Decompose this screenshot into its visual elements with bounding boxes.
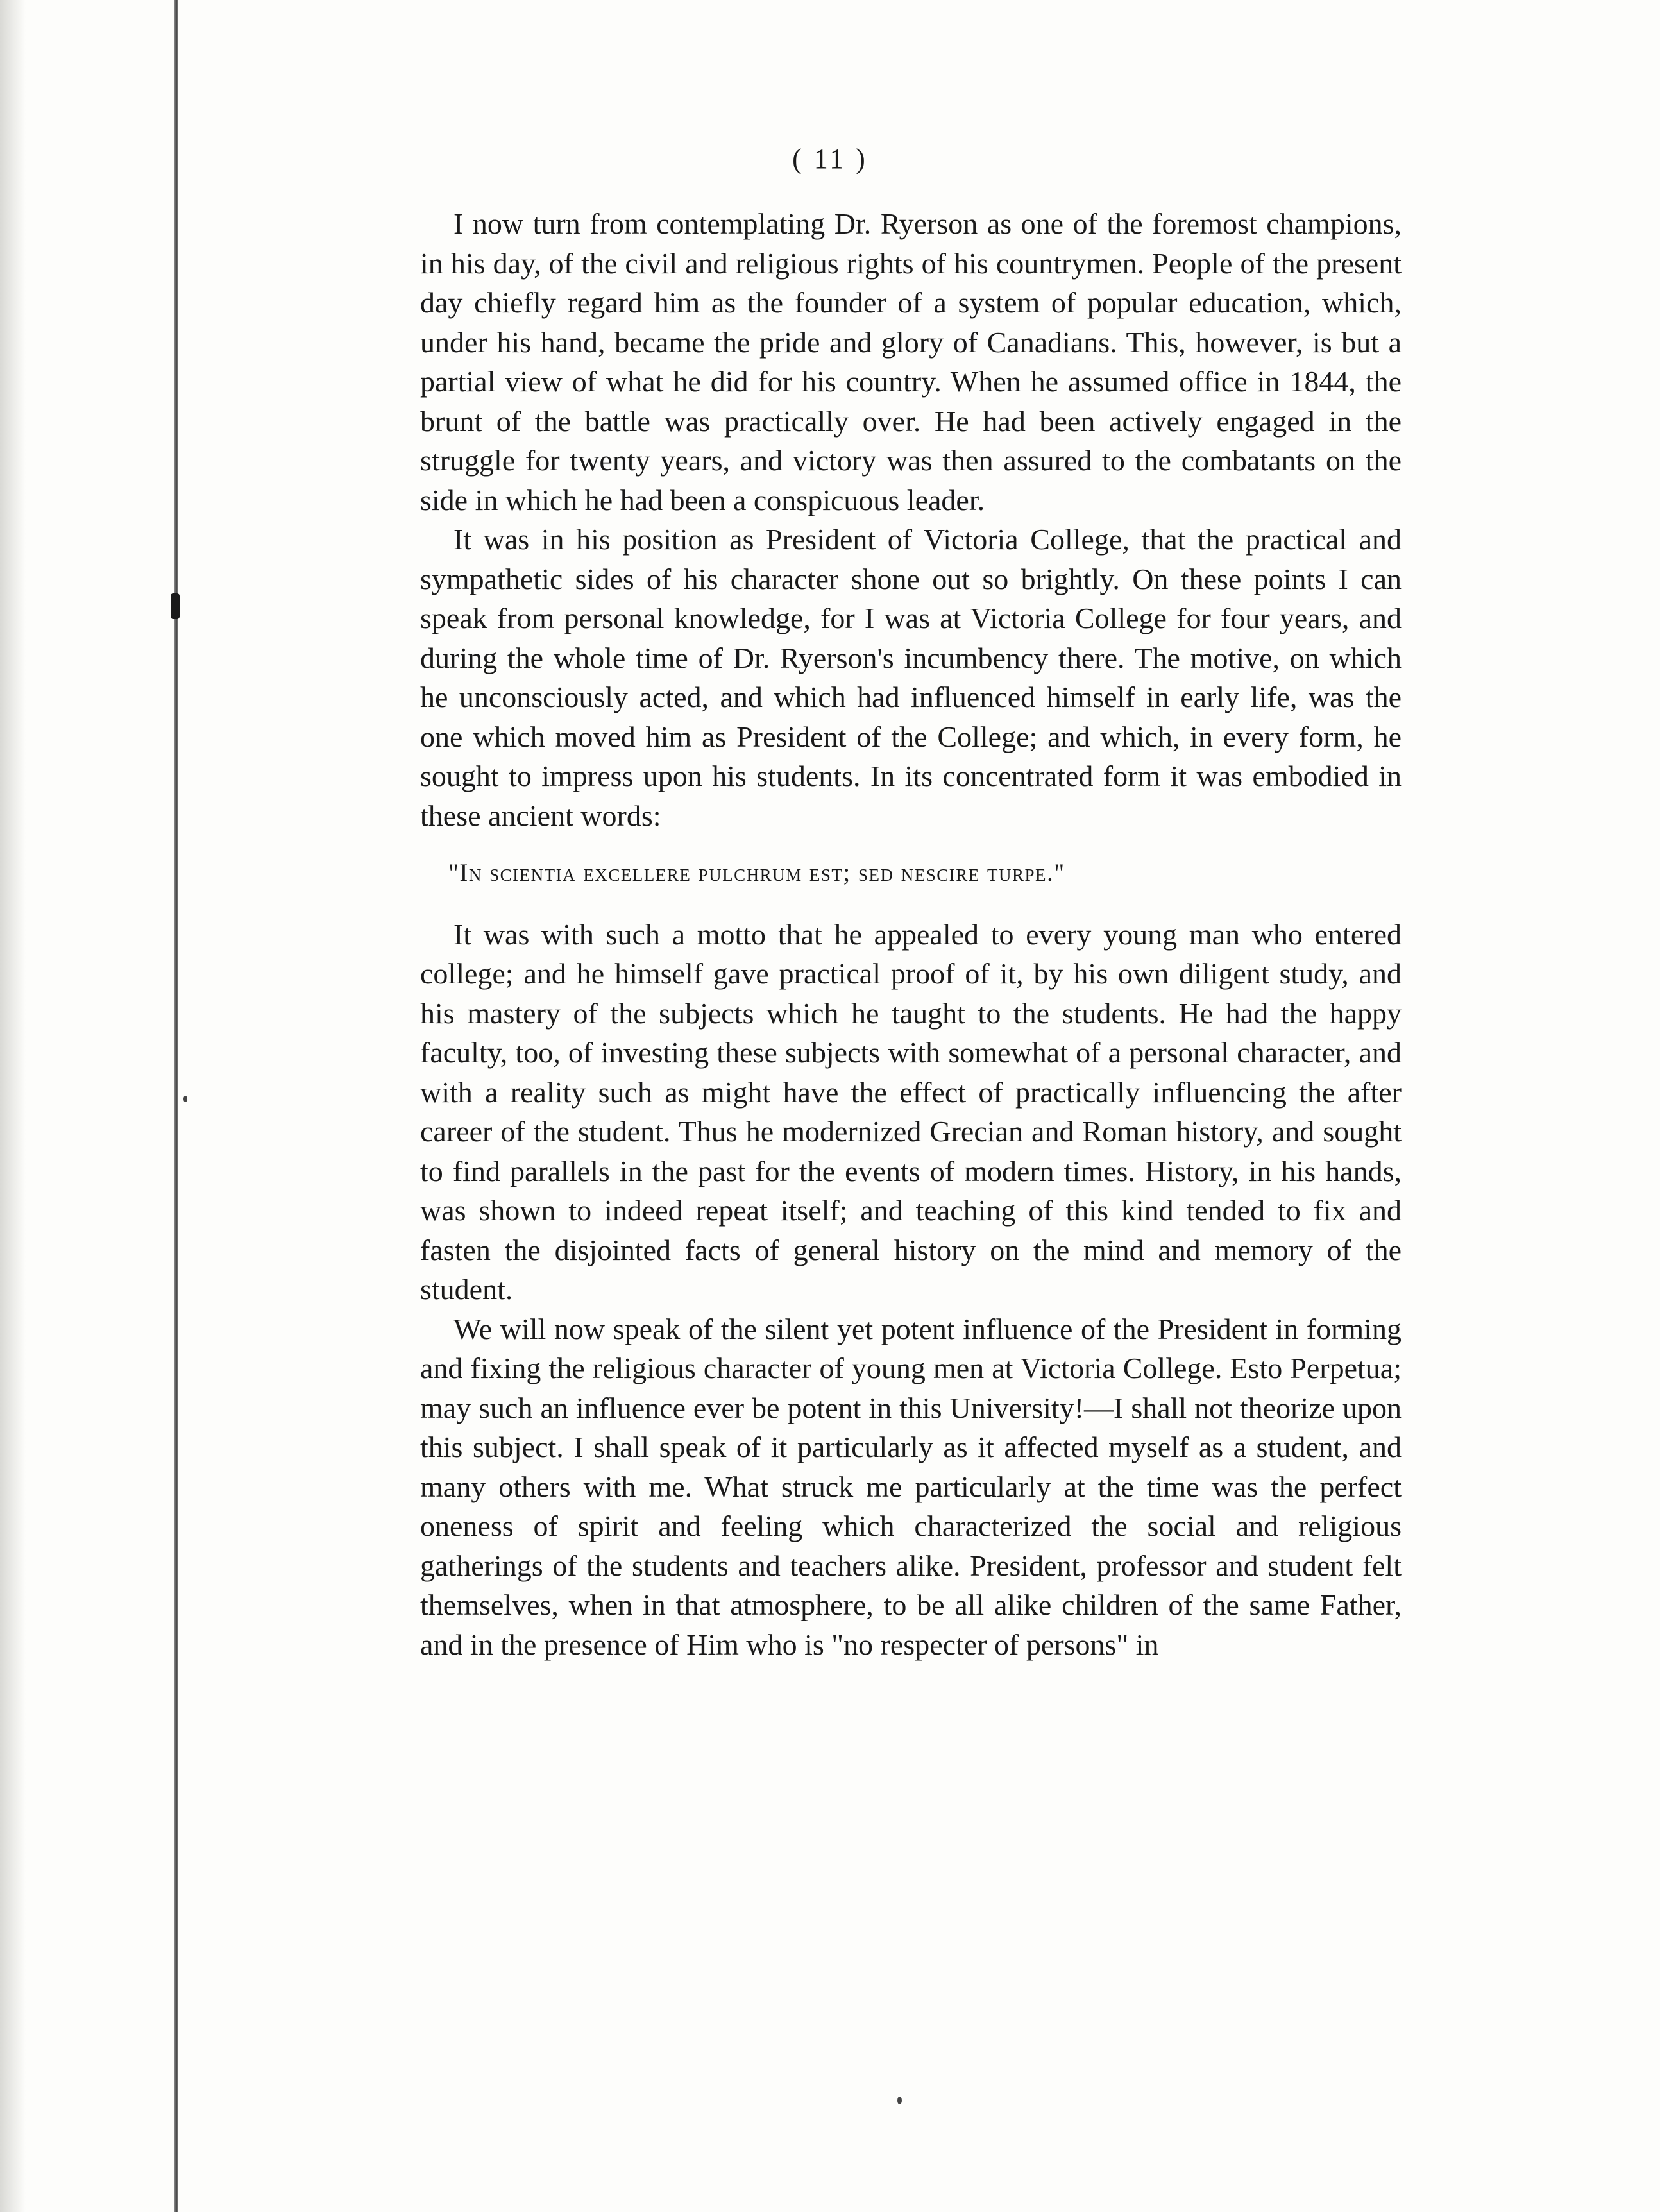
paragraph-4: We will now speak of the silent yet potent influence of the President in forming and fixing the religious character of young men at Victoria College. Esto Perpetua; may such an influence ever be potent in this University!—I shall not theorize upon this subject. I shall speak of it particularly as it affected myself as a student, and many others with me. What struck me particularly at the time was the perfect oneness of spirit and feeling which characterized the social and religious gatherings of the students and teachers alike. President, professor and student felt themselves, when in that atmosphere, to be all alike children of the same Father, and in the presence of Him who is "no respecter of persons" in [420, 1312, 1402, 1661]
page-number: ( 11 ) [792, 143, 868, 174]
ink-speck [897, 2097, 902, 2104]
gutter-mark [171, 593, 180, 619]
paragraph-3: It was with such a motto that he appealed to every young man who entered college; and he himself gave practical proof of it, by his own diligent study, and his mastery of the subjects which he taught to the students. He had the happy faculty, too, of investing these subjects with somewhat of a personal character, and with a reality such as might have the effect of practically influencing the after career of the student. Thus he modernized Grecian and Roman history, and sought to find parallels in the past for the events of modern times. History, in his hands, was shown to indeed repeat itself; and teaching of this kind tended to fix and fasten the disjointed facts of general history on the mind and memory of the student. [420, 917, 1402, 1306]
paragraph-2: It was in his position as President of Victoria College, that the practical and sympathetic sides of his character shone out so brightly. On these points I can speak from personal knowledge, for I was at Victoria College for four years, and during the whole time of Dr. Ryerson's incumbency there. The motive, on which he unconsciously acted, and which had influenced himself in early life, was the one which moved him as President of the College; and which, in every form, he sought to impress upon his students. In its concentrated form it was embodied in these ancient words: [420, 523, 1402, 832]
paragraph-1: I now turn from contemplating Dr. Ryerson as one of the foremost champions, in his day, of the civil and religious rights of his countrymen. People of the present day chiefly regard him as the founder of a system of popular education, which, under his hand, became the pride and glory of Canadians. This, however, is but a partial view of what he did for his country. When he assumed office in 1844, the brunt of the battle was practically over. He had been actively engaged in the struggle for twenty years, and victory was then assured to the combatants on the side in which he had been a conspicuous leader. [420, 207, 1402, 516]
latin-motto: "In scientia excellere pulchrum est; sed nescire turpe." [448, 859, 1065, 887]
gutter-line [174, 0, 178, 2212]
binding-edge [0, 0, 26, 2212]
ink-speck [183, 1096, 187, 1102]
body-text [420, 204, 1402, 1664]
